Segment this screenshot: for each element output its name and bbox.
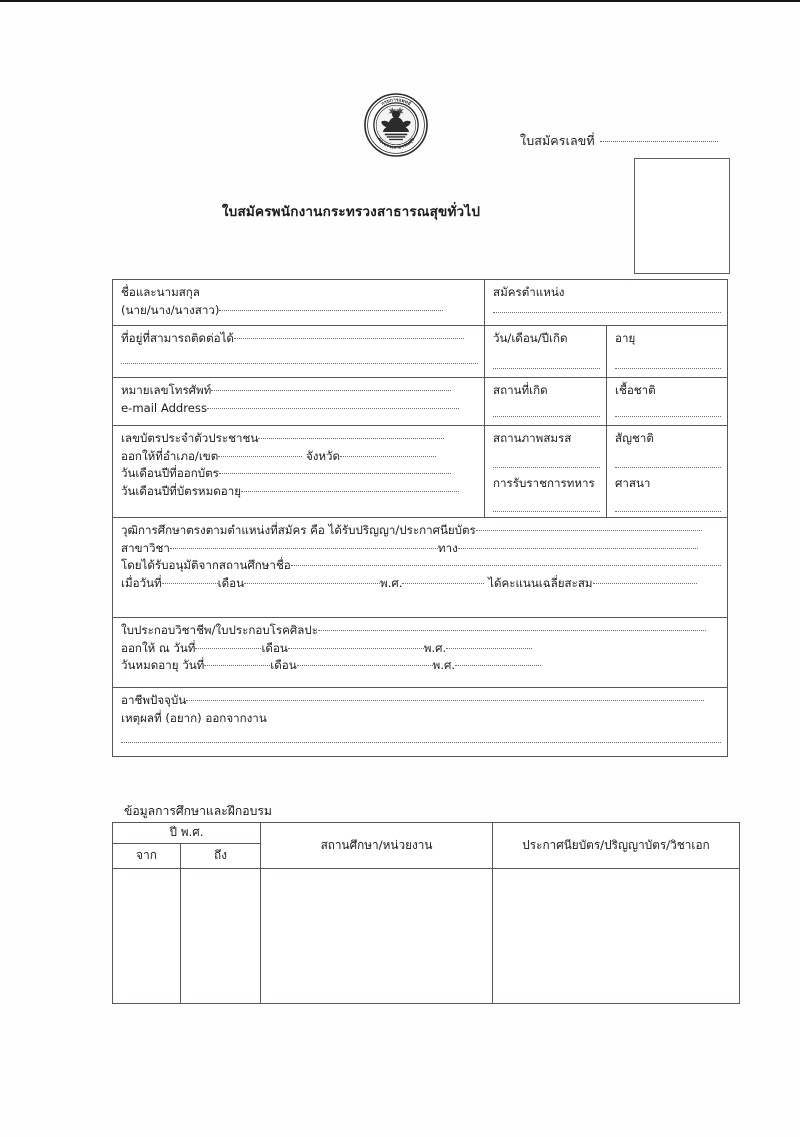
license-expiry-day-blank[interactable] — [204, 664, 270, 666]
cell-birthdate[interactable] — [485, 326, 607, 378]
address-label: ที่อยู่ที่สามารถติดต่อได้ — [121, 331, 234, 345]
form-header — [0, 2, 800, 277]
reason-leaving-blank[interactable] — [121, 741, 721, 743]
education-training-table — [112, 822, 740, 1004]
id-card-label: เลขบัตรประจำตัวประชาชน — [121, 431, 259, 445]
cell-marital-military[interactable] — [485, 426, 607, 518]
cell-year-to[interactable] — [181, 869, 261, 1003]
ethnicity-blank[interactable] — [615, 415, 721, 417]
address-line-1[interactable] — [121, 330, 478, 348]
expiry-date-blank[interactable] — [241, 490, 459, 492]
table-row-professional-license — [113, 618, 727, 688]
issue-date-label: วันเดือนปีที่ออกบัตร — [121, 466, 219, 480]
application-number-field[interactable] — [520, 131, 718, 151]
occupation-line[interactable] — [121, 692, 721, 710]
license-expiry-year-blank[interactable] — [455, 664, 541, 666]
education-qualification-label: วุฒิการศึกษาตรงตามตำแหน่งที่สมัคร คือ ได้รับปริญญา/ประกาศนียบัตร — [121, 523, 476, 537]
cell-education-qualification[interactable] — [113, 518, 727, 618]
license-blank[interactable] — [318, 629, 706, 631]
header-institution-spacer — [261, 844, 493, 869]
issue-date-blank[interactable] — [219, 472, 451, 474]
cell-professional-license[interactable] — [113, 618, 727, 688]
training-section-heading: ข้อมูลการศึกษาและฝึกอบรม — [124, 804, 272, 818]
license-expiry-line[interactable] — [121, 657, 721, 675]
grad-month-blank[interactable] — [244, 582, 380, 584]
table-row-education-qualification — [113, 518, 727, 618]
application-number-blank[interactable] — [600, 140, 718, 142]
header-year-to: ถึง — [181, 844, 261, 869]
degree-line[interactable] — [121, 522, 721, 540]
occupation-blank[interactable] — [186, 699, 704, 701]
table-row-name — [113, 280, 727, 326]
cell-certificate[interactable] — [493, 869, 739, 1003]
institution-approval-label: โดยได้รับอนุมัติจากสถานศึกษาชื่อ — [121, 558, 291, 572]
header-year-group: ปี พ.ศ. — [113, 823, 261, 844]
issued-district-blank[interactable] — [218, 455, 302, 457]
phone-blank[interactable] — [211, 389, 451, 391]
svg-text:กรมการแพทย์: กรมการแพทย์ — [380, 98, 412, 108]
header-certificate-spacer — [493, 844, 739, 869]
training-header-top-row — [113, 823, 739, 853]
header-certificate: ประกาศนียบัตร/ปริญญาบัตร/วิชาเอก — [522, 838, 710, 853]
grad-year-blank[interactable] — [402, 582, 484, 584]
name-prefix-line[interactable] — [121, 302, 478, 320]
major-line[interactable] — [121, 540, 721, 558]
position-label: สมัครตำแหน่ง — [493, 285, 565, 299]
cell-year-from[interactable] — [113, 869, 181, 1003]
page-title-text: ใบสมัครพนักงานกระทรวงสาธารณสุขทั่วไป — [221, 204, 481, 220]
license-issue-month-blank[interactable] — [288, 647, 424, 649]
cell-id-card[interactable] — [113, 426, 485, 518]
license-issued-label: ออกให้ ณ วันที่ — [121, 640, 196, 655]
phone-label: หมายเลขโทรศัพท์ — [121, 383, 212, 397]
gpa-label: ได้คะแนนเฉลี่ยสะสม — [488, 575, 593, 590]
issued-place-line[interactable] — [121, 448, 478, 466]
province-label: จังหวัด — [305, 448, 341, 463]
cell-applied-position[interactable] — [485, 280, 727, 326]
license-expiry-month-label: เดือน — [270, 658, 297, 672]
position-blank[interactable] — [493, 311, 721, 313]
cell-address[interactable] — [113, 326, 485, 378]
when-date-label: เมื่อวันที่ — [121, 575, 162, 590]
table-row-occupation — [113, 688, 727, 756]
license-issue-month-label: เดือน — [261, 640, 288, 655]
header-year-from: จาก — [113, 844, 181, 869]
license-issue-year-label: พ.ศ. — [423, 640, 447, 655]
institution-blank[interactable] — [291, 564, 721, 566]
birthplace-blank[interactable] — [493, 415, 600, 417]
license-expiry-year-label: พ.ศ. — [432, 658, 456, 672]
expiry-date-label: วันเดือนปีที่บัตรหมดอายุ — [121, 483, 242, 498]
birthdate-blank[interactable] — [493, 367, 600, 369]
age-label: อายุ — [615, 331, 636, 345]
grad-month-label: เดือน — [217, 575, 245, 590]
province-blank[interactable] — [340, 455, 436, 457]
id-card-line[interactable] — [121, 430, 478, 448]
marital-status-blank[interactable] — [493, 466, 600, 468]
expiry-date-line[interactable] — [121, 483, 478, 501]
email-line[interactable] — [121, 400, 478, 418]
cell-nationality-religion[interactable] — [607, 426, 727, 518]
major-label: สาขาวิชา — [121, 540, 170, 555]
email-blank[interactable] — [207, 407, 459, 409]
application-number-label: ใบสมัครเลขที่ — [520, 133, 595, 148]
military-service-blank[interactable] — [493, 510, 600, 512]
cell-birthplace[interactable] — [485, 378, 607, 426]
nationality-blank[interactable] — [615, 466, 721, 468]
table-row-contact — [113, 378, 727, 426]
nationality-label: สัญชาติ — [615, 431, 654, 445]
table-row-identification — [113, 426, 727, 518]
birthplace-label: สถานที่เกิด — [493, 383, 548, 397]
license-label: ใบประกอบวิชาชีพ/ใบประกอบโรคศิลปะ — [121, 623, 318, 637]
ethnicity-label: เชื้อชาติ — [615, 383, 656, 397]
name-blank[interactable] — [219, 309, 443, 311]
training-header-bottom-row — [113, 844, 739, 869]
cell-full-name[interactable] — [113, 280, 485, 326]
grad-day-blank[interactable] — [162, 582, 218, 584]
ministry-of-public-health-emblem-icon — [363, 92, 429, 158]
license-expiry-month-blank[interactable] — [297, 664, 433, 666]
cell-institution[interactable] — [261, 869, 493, 1003]
cell-ethnicity[interactable] — [607, 378, 727, 426]
name-label: ชื่อและนามสกุล — [121, 285, 200, 299]
cell-occupation-reason[interactable] — [113, 688, 727, 756]
license-expiry-label: วันหมดอายุ วันที่ — [121, 658, 205, 672]
field-label: ทาง — [437, 540, 458, 555]
grad-year-label: พ.ศ. — [380, 575, 403, 590]
table-row[interactable] — [113, 869, 739, 1003]
header-institution: สถานศึกษา/หน่วยงาน — [261, 823, 493, 869]
cell-phone-email[interactable] — [113, 378, 485, 426]
address-blank-1[interactable] — [234, 337, 464, 339]
major-blank[interactable] — [170, 547, 438, 549]
issue-date-line[interactable] — [121, 465, 478, 483]
graduation-line[interactable] — [121, 575, 721, 593]
license-issued-line[interactable] — [121, 640, 721, 658]
marital-status-label: สถานภาพสมรส — [493, 431, 572, 445]
applicant-information-table — [112, 279, 728, 757]
license-issue-day-blank[interactable] — [195, 647, 261, 649]
table-row-address — [113, 326, 727, 378]
religion-label: ศาสนา — [615, 476, 651, 490]
religion-blank[interactable] — [615, 510, 721, 512]
svg-text:กระทรวงสาธารณสุข: กระทรวงสาธารณสุข — [376, 137, 416, 151]
institution-line[interactable] — [121, 557, 721, 575]
phone-line[interactable] — [121, 382, 478, 400]
license-line[interactable] — [121, 622, 721, 640]
email-label: e-mail Address — [121, 400, 208, 415]
reason-leaving-label: เหตุผลที่ (อยาก) ออกจากงาน — [121, 710, 267, 725]
field-blank[interactable] — [458, 547, 698, 549]
cell-age[interactable] — [607, 326, 727, 378]
address-blank-2[interactable] — [121, 362, 478, 364]
id-card-blank[interactable] — [258, 437, 444, 439]
license-issue-year-blank[interactable] — [446, 647, 532, 649]
issued-at-label: ออกให้ที่อำเภอ/เขต — [121, 448, 219, 463]
age-blank[interactable] — [615, 367, 721, 369]
birthdate-label: วัน/เดือน/ปีเกิด — [493, 331, 568, 345]
current-occupation-label: อาชีพปัจจุบัน — [121, 693, 187, 707]
gpa-blank[interactable] — [593, 582, 697, 584]
name-prefix-label: (นาย/นาง/นางสาว) — [121, 302, 220, 317]
degree-blank[interactable] — [476, 529, 702, 531]
military-service-label: การรับราชการทหาร — [493, 476, 595, 490]
page-title — [0, 200, 800, 222]
